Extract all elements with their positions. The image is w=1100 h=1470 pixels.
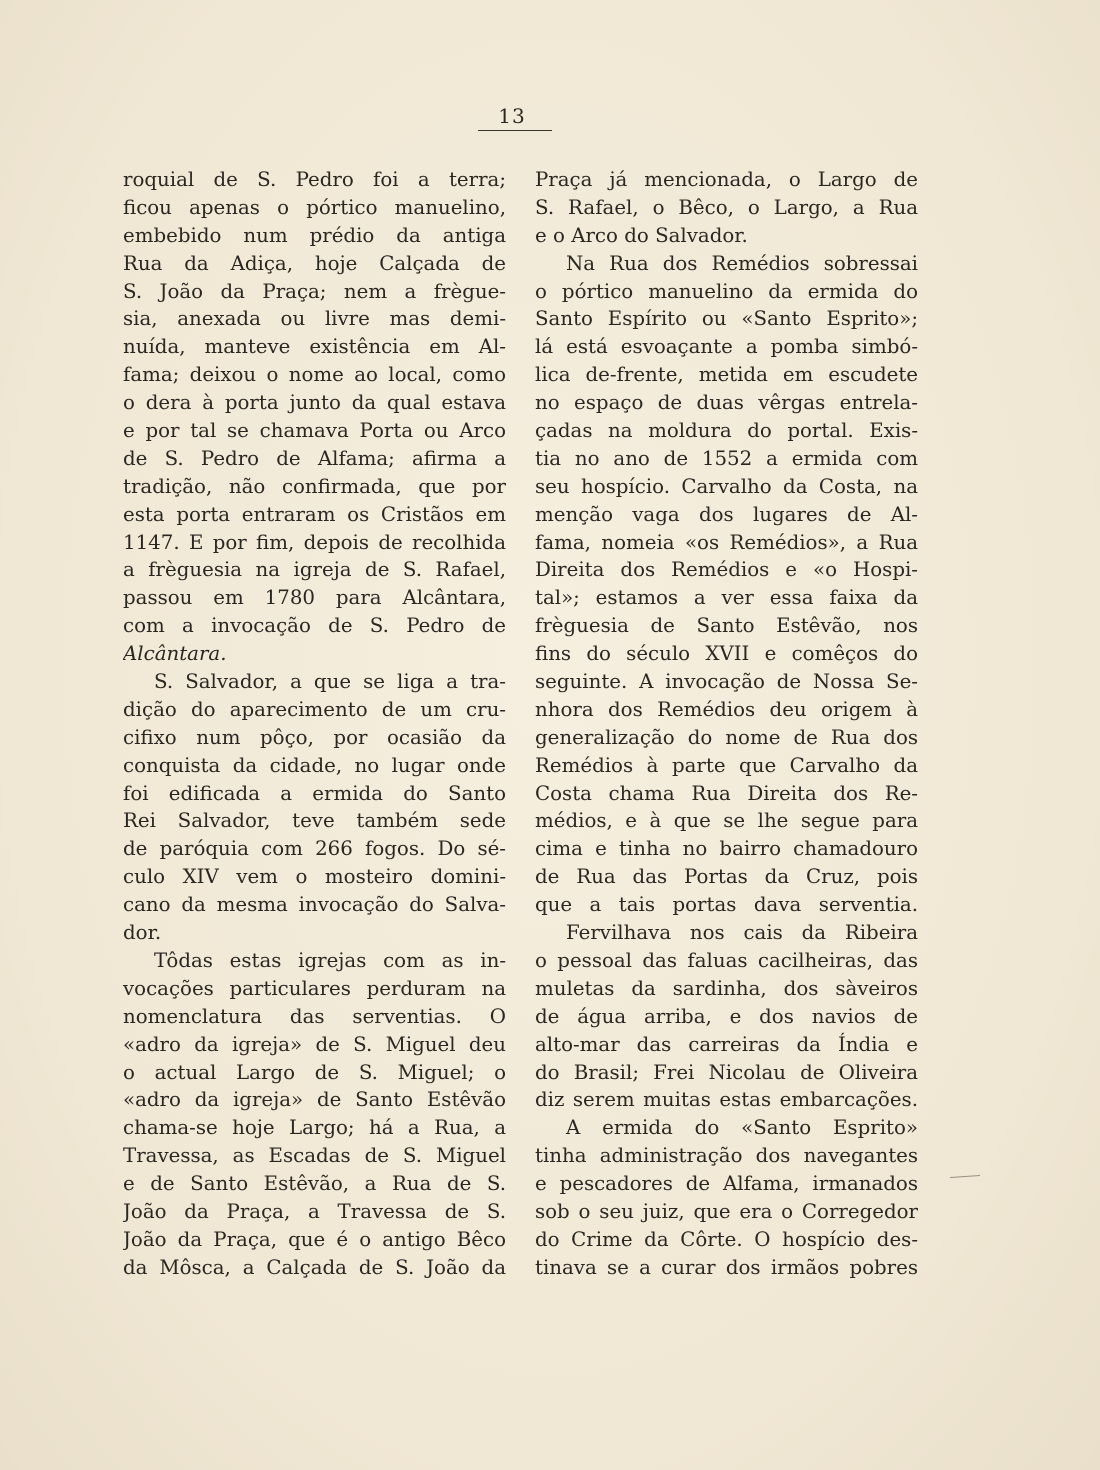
- text-line: Travessa, as Escadas de S. Miguel: [123, 1144, 506, 1168]
- text-line: tradição, não confirmada, que por: [123, 474, 506, 498]
- text-line: e pescadores de Alfama, irmanados: [535, 1172, 918, 1196]
- text-line: nuída, manteve existência em Al-: [123, 335, 506, 359]
- text-line: S. João da Praça; nem a frègue-: [123, 279, 506, 303]
- text-line: ficou apenas o pórtico manuelino,: [123, 195, 506, 219]
- text-line: vocações particulares perduram na: [123, 976, 506, 1000]
- text-line: foi edificada a ermida do Santo: [123, 781, 506, 805]
- text-line: seu hospício. Carvalho da Costa, na: [535, 474, 918, 498]
- margin-pencil-mark: [950, 1175, 980, 1178]
- text-line: seguinte. A invocação de Nossa Se-: [535, 670, 918, 694]
- text-line: Fervilhava nos cais da Ribeira: [566, 921, 918, 945]
- text-line: fama, nomeia «os Remédios», a Rua: [535, 530, 918, 554]
- text-line: do Crime da Côrte. O hospício des-: [535, 1227, 918, 1251]
- text-line: Tôdas estas igrejas com as in-: [154, 948, 506, 972]
- text-line: cima e tinha no bairro chamadouro: [535, 837, 918, 861]
- text-line: lica de-frente, metida em escudete: [535, 363, 918, 387]
- text-line: tia no ano de 1552 a ermida com: [535, 446, 918, 470]
- text-line: Rua da Adiça, hoje Calçada de: [123, 251, 506, 275]
- page-number: 13: [498, 104, 526, 128]
- text-line: a frèguesia na igreja de S. Rafael,: [123, 558, 506, 582]
- text-line: culo XIV vem o mosteiro domini-: [123, 865, 506, 889]
- text-line: esta porta entraram os Cristãos em: [123, 502, 506, 526]
- text-line: João da Praça, que é o antigo Bêco: [123, 1227, 506, 1251]
- text-line: lá está esvoaçante a pomba simbó-: [535, 335, 918, 359]
- text-line: Remédios à parte que Carvalho da: [535, 753, 918, 777]
- text-line: çadas na moldura do portal. Exis-: [535, 419, 918, 443]
- text-line: que a tais portas dava serventia.: [535, 893, 918, 917]
- text-line: o pórtico manuelino da ermida do: [535, 279, 918, 303]
- text-line: fins do século XVII e comêços do: [535, 642, 918, 666]
- text-line: muletas da sardinha, dos sàveiros: [535, 976, 918, 1000]
- text-line: tinha administração dos navegantes: [535, 1144, 918, 1168]
- text-line: e por tal se chamava Porta ou Arco: [123, 419, 506, 443]
- text-line: passou em 1780 para Alcântara,: [123, 586, 506, 610]
- text-line: da Môsca, a Calçada de S. João da: [123, 1255, 506, 1279]
- text-line: o pessoal das faluas cacilheiras, das: [535, 948, 918, 972]
- text-line: tal»; estamos a ver essa faixa da: [535, 586, 918, 610]
- text-line: roquial de S. Pedro foi a terra;: [123, 168, 506, 191]
- text-line: médios, e à que se lhe segue para: [535, 809, 918, 833]
- text-line: S. Salvador, a que se liga a tra-: [154, 670, 506, 694]
- text-line: nhora dos Remédios deu origem à: [535, 697, 918, 721]
- text-line: do Brasil; Frei Nicolau de Oliveira: [535, 1060, 918, 1084]
- text-line: frèguesia de Santo Estêvão, nos: [535, 614, 918, 638]
- text-line: fama; deixou o nome ao local, como: [123, 363, 506, 387]
- text-line: de Rua das Portas da Cruz, pois: [535, 865, 918, 889]
- text-line: no espaço de duas vêrgas entrela-: [535, 391, 918, 415]
- text-line: «adro da igreja» de S. Miguel deu: [123, 1032, 506, 1056]
- text-line: generalização do nome de Rua dos: [535, 725, 918, 749]
- text-line: e de Santo Estêvão, a Rua de S.: [123, 1172, 506, 1196]
- text-line: dição do aparecimento de um cru-: [123, 697, 506, 721]
- text-line: dor.: [123, 921, 162, 945]
- text-line: com a invocação de S. Pedro de: [123, 614, 506, 638]
- text-line: A ermida do «Santo Esprito»: [566, 1116, 918, 1140]
- text-line: cifixo num pôço, por ocasião da: [123, 725, 506, 749]
- text-line: «adro da igreja» de Santo Estêvão: [123, 1088, 506, 1112]
- text-line: Rei Salvador, teve também sede: [123, 809, 506, 833]
- text-line: conquista da cidade, no lugar onde: [123, 753, 506, 777]
- right-text-column: [535, 166, 918, 1282]
- text-line: e o Arco do Salvador.: [535, 223, 748, 247]
- text-line: de paróquia com 266 fogos. Do sé-: [123, 837, 506, 861]
- page-number-rule: [478, 130, 552, 131]
- left-text-column: [123, 166, 506, 1282]
- text-line: sob o seu juiz, que era o Corregedor: [535, 1199, 918, 1223]
- text-line: nomenclatura das serventias. O: [123, 1004, 506, 1028]
- text-line: Santo Espírito ou «Santo Esprito»;: [535, 307, 918, 331]
- text-line: Alcântara.: [123, 642, 227, 666]
- text-line: tinava se a curar dos irmãos pobres: [535, 1255, 918, 1279]
- text-line: embebido num prédio da antiga: [123, 223, 506, 247]
- text-line: cano da mesma invocação do Salva-: [123, 893, 506, 917]
- text-line: 1147. E por fim, depois de recolhida: [123, 530, 506, 554]
- text-line: alto-mar das carreiras da Índia e: [535, 1032, 918, 1056]
- text-line: de água arriba, e dos navios de: [535, 1004, 918, 1028]
- text-line: menção vaga dos lugares de Al-: [535, 502, 918, 526]
- text-line: João da Praça, a Travessa de S.: [123, 1199, 506, 1223]
- text-line: o actual Largo de S. Miguel; o: [123, 1060, 506, 1084]
- text-line: de S. Pedro de Alfama; afirma a: [123, 446, 506, 470]
- text-line: Direita dos Remédios e «o Hospi-: [535, 558, 918, 582]
- text-line: Praça já mencionada, o Largo de: [535, 168, 918, 191]
- text-line: S. Rafael, o Bêco, o Largo, a Rua: [535, 195, 918, 219]
- text-line: diz serem muitas estas embarcações.: [535, 1088, 918, 1112]
- text-line: o dera à porta junto da qual estava: [123, 391, 506, 415]
- text-line: Na Rua dos Remédios sobressai: [566, 251, 918, 275]
- text-line: Costa chama Rua Direita dos Re-: [535, 781, 918, 805]
- text-line: chama-se hoje Largo; há a Rua, a: [123, 1116, 506, 1140]
- text-line: sia, anexada ou livre mas demi-: [123, 307, 506, 331]
